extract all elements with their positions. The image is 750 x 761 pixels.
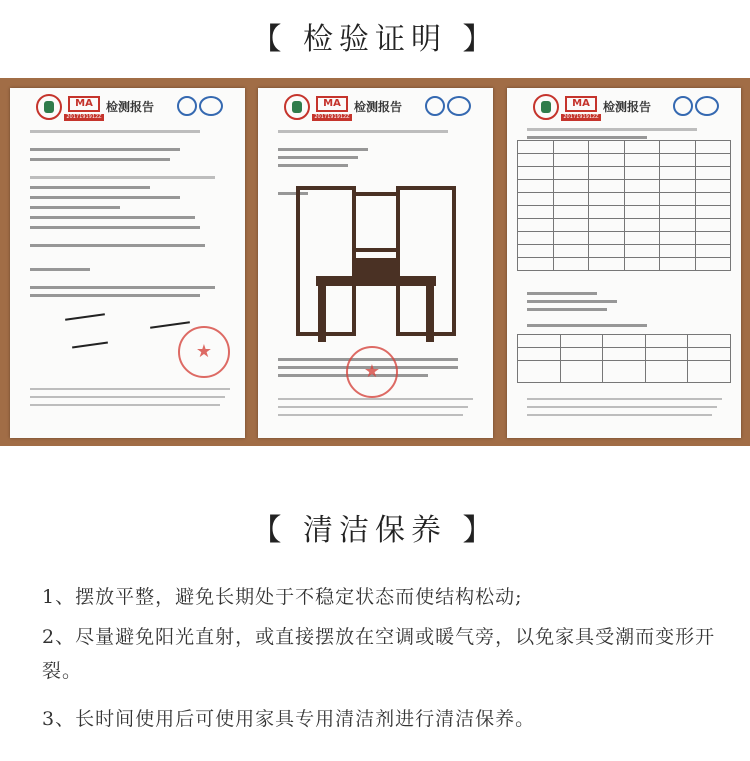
report-text-line bbox=[30, 148, 180, 151]
test-report-page-1 bbox=[10, 88, 245, 438]
care-tip-1: 1、摆放平整，避免长期处于不稳定状态而使结构松动; bbox=[42, 586, 523, 608]
report-header bbox=[517, 94, 733, 122]
signature-mark bbox=[65, 313, 105, 321]
report-text-line bbox=[30, 176, 215, 179]
report-text-line bbox=[527, 136, 647, 139]
bookshelf-left bbox=[296, 186, 356, 336]
ilac-logo-icon bbox=[177, 96, 197, 116]
report-text-line bbox=[30, 268, 90, 271]
official-seal bbox=[178, 326, 230, 378]
report-text-line bbox=[30, 244, 205, 247]
cnas-logo-icon bbox=[695, 96, 719, 116]
report-title: 检测报告 bbox=[603, 100, 652, 114]
cma-logo-icon bbox=[36, 94, 62, 120]
report-text-line bbox=[527, 128, 697, 131]
report-footer-line bbox=[527, 406, 717, 408]
signature-mark bbox=[72, 342, 108, 349]
report-text-line bbox=[30, 216, 195, 219]
cma-logo-icon bbox=[533, 94, 559, 120]
care-tip-3: 3、长时间使用后可使用家具专用清洁剂进行清洁保养。 bbox=[42, 708, 536, 730]
chair-back bbox=[356, 258, 396, 276]
formaldehyde-table bbox=[517, 334, 731, 383]
inspection-section-title: 【 检验证明 】 bbox=[251, 22, 499, 57]
ilac-logo-icon bbox=[425, 96, 445, 116]
report-footer-line bbox=[527, 414, 712, 416]
report-text-line bbox=[30, 158, 170, 161]
report-text-line bbox=[30, 196, 180, 199]
care-section-title: 【 清洁保养 】 bbox=[251, 513, 499, 548]
report-footer-line bbox=[30, 404, 220, 406]
care-tip-2: 2、尽量避免阳光直射，或直接摆放在空调或暖气旁，以免家具受潮而变形开裂。 bbox=[42, 626, 716, 682]
report-text-line bbox=[278, 156, 358, 159]
cert-number: 2017191912Z bbox=[64, 114, 104, 121]
report-footer-line bbox=[278, 414, 463, 416]
report-title: 检测报告 bbox=[354, 100, 403, 114]
desk-top bbox=[316, 276, 436, 286]
desk-leg bbox=[426, 286, 434, 342]
report-title: 检测报告 bbox=[106, 100, 155, 114]
report-text-line bbox=[527, 292, 597, 295]
report-text-line bbox=[278, 164, 348, 167]
report-text-line bbox=[30, 286, 215, 289]
report-text-line bbox=[527, 308, 607, 311]
cma-logo-icon bbox=[284, 94, 310, 120]
report-footer-line bbox=[30, 396, 225, 398]
furniture-photo bbox=[296, 186, 456, 344]
report-text-line bbox=[30, 294, 200, 297]
report-footer-line bbox=[278, 398, 473, 400]
report-text-line bbox=[30, 186, 150, 189]
report-text-line bbox=[527, 300, 617, 303]
test-report-page-2 bbox=[258, 88, 493, 438]
report-footer-line bbox=[278, 406, 468, 408]
report-footer-line bbox=[30, 388, 230, 390]
cert-number: 2017191912Z bbox=[312, 114, 352, 121]
results-table bbox=[517, 140, 731, 271]
ma-mark: MA bbox=[316, 96, 348, 112]
report-text-line bbox=[30, 206, 120, 209]
ma-mark: MA bbox=[68, 96, 100, 112]
report-header bbox=[20, 94, 237, 122]
desk-leg bbox=[318, 286, 326, 342]
test-report-page-3 bbox=[507, 88, 741, 438]
ilac-logo-icon bbox=[673, 96, 693, 116]
cnas-logo-icon bbox=[447, 96, 471, 116]
report-text-line bbox=[30, 226, 200, 229]
cnas-logo-icon bbox=[199, 96, 223, 116]
bookshelf-center bbox=[352, 192, 400, 252]
ma-mark: MA bbox=[565, 96, 597, 112]
signature-mark bbox=[150, 321, 190, 329]
report-text-line bbox=[30, 130, 200, 133]
report-footer-line bbox=[527, 398, 722, 400]
cert-number: 2017191912Z bbox=[561, 114, 601, 121]
official-seal bbox=[346, 346, 398, 398]
report-text-line bbox=[278, 130, 448, 133]
report-header bbox=[268, 94, 485, 122]
report-text-line bbox=[527, 324, 647, 327]
report-text-line bbox=[278, 148, 368, 151]
